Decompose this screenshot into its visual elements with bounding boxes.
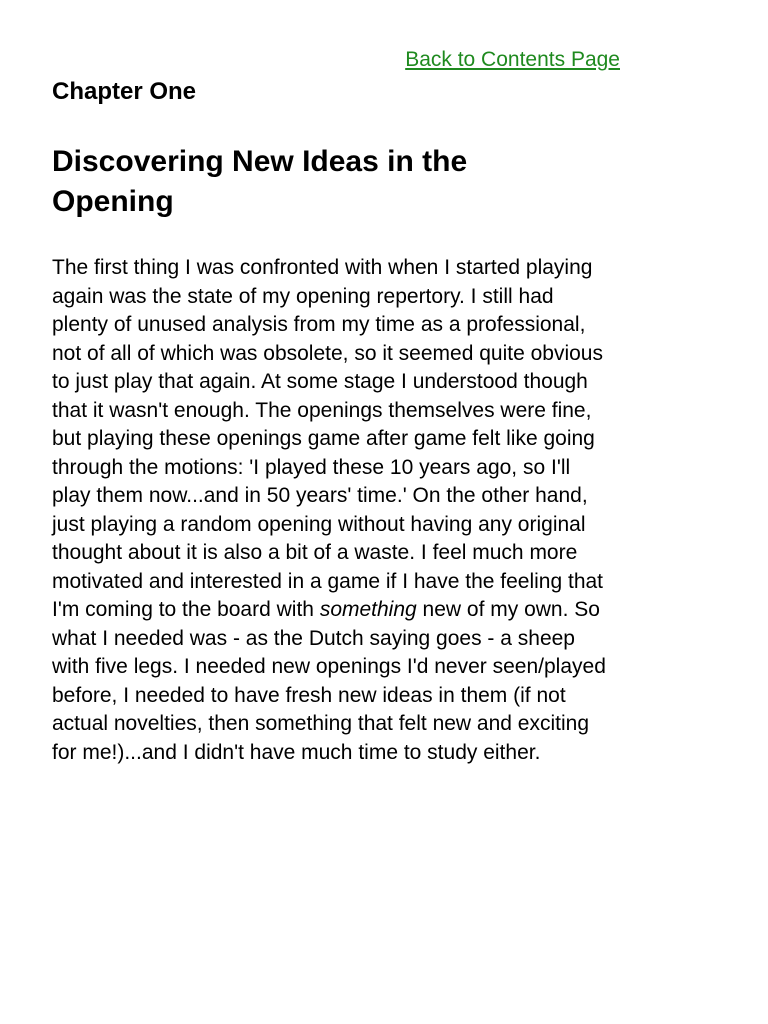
chapter-label: Chapter One	[52, 78, 197, 105]
body-text-part-2: new of my own. So what I needed was - as the Dutch saying goes - a sheep with five legs. I needed new openings I'd never seen/played before, I needed to have fresh new ideas in them (if not actual novelties, then something that felt new and exciting for me!)...and I didn't have much time to study either.	[52, 598, 606, 764]
body-text-part-1: The first thing I was confronted with when I started playing again was the state of my opening repertory. I still had plenty of unused analysis from my time as a professional, not of all of which was obsolete, so it seemed quite obvious to just play that again. At some stage I understood though that it wasn't enough. The openings themselves were fine, but playing these openings game after game felt like going through the motions: 'I played these 10 years ago, so I'll play them now...and in 50 years' time.' On the other hand, just playing a random opening without having any original thought about it is also a bit of a waste. I feel much more motivated and interested in a game if I have the feeling that I'm coming to the board with	[52, 256, 604, 621]
chapter-title: Discovering New Ideas in the Opening	[52, 145, 468, 218]
body-paragraph	[52, 254, 612, 767]
back-to-contents-link[interactable]: Back to Contents Page	[405, 48, 620, 71]
document-page	[52, 44, 620, 767]
body-text-emphasis: something	[319, 598, 417, 621]
